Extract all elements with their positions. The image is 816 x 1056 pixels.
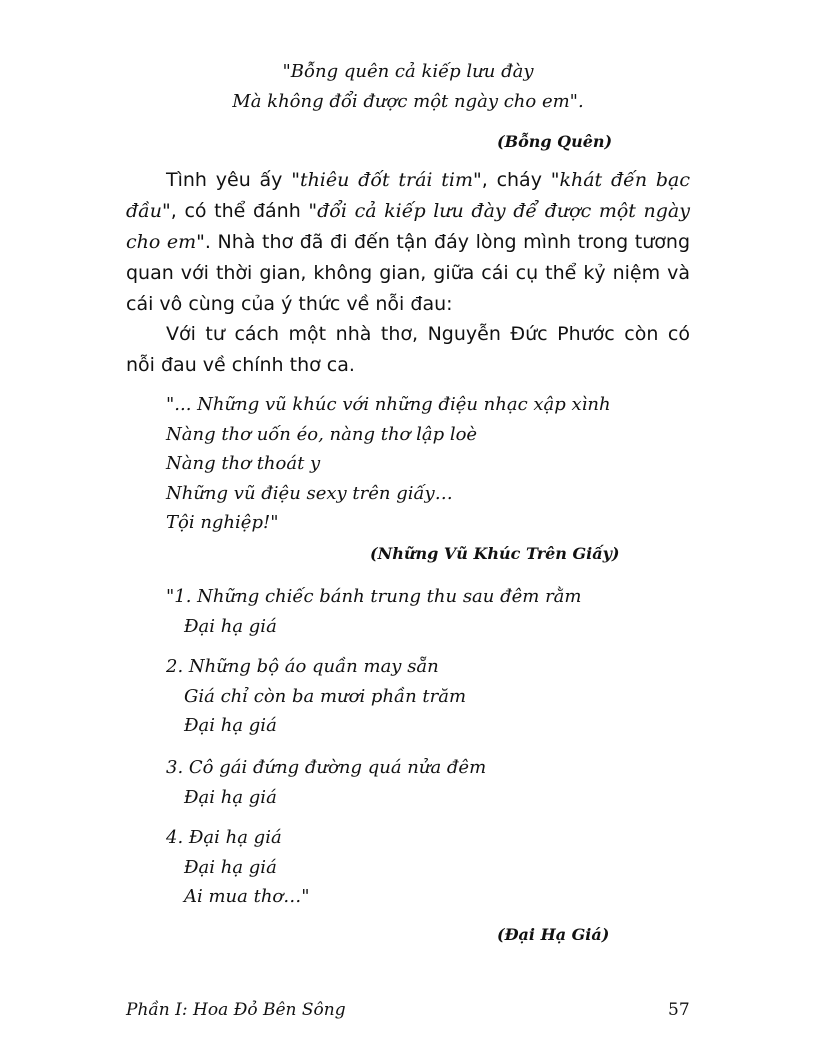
epigraph-line-2: Mà không đổi được một ngày cho em". xyxy=(232,91,584,112)
paragraph-1-text-4: ". Nhà thơ đã đi đến tận đáy lòng mình trong tương quan với thời gian, không gian, giữa cái cụ thể kỷ niệm và cái vô cùng của ý thức về nỗi đau: xyxy=(126,231,690,315)
poem-2-line: Đại hạ giá xyxy=(184,786,277,808)
poem-2-line: Đại hạ giá xyxy=(184,856,277,878)
poem-1-attribution: (Những Vũ Khúc Trên Giấy) xyxy=(370,544,620,563)
poem-2-line: Ai mua thơ…" xyxy=(184,886,310,907)
paragraph-1-quote-3: đổi cả kiếp lưu đày để được một ngày cho em xyxy=(126,200,690,253)
poem-2-line: "1. Những chiếc bánh trung thu sau đêm rằm xyxy=(166,586,582,607)
footer-section-title: Phần I: Hoa Đỏ Bên Sông xyxy=(126,1000,346,1020)
poem-2-line: Đại hạ giá xyxy=(184,715,277,736)
poem-nhung-vu-khuc xyxy=(166,390,611,538)
paragraph-1 xyxy=(126,165,690,320)
poem-2-line: 3. Cô gái đứng đường quá nửa đêm xyxy=(166,757,487,778)
poem-2-stanza-4 xyxy=(166,823,310,912)
poem-1-line: Những vũ điệu sexy trên giấy… xyxy=(166,482,453,504)
epigraph-line-1: "Bỗng quên cả kiếp lưu đày xyxy=(282,61,534,82)
paragraph-1-quote-2: khát đến bạc đầu xyxy=(126,169,690,222)
paragraph-1-text-3: ", có thể đánh " xyxy=(162,200,318,222)
epigraph-attribution: (Bỗng Quên) xyxy=(497,132,613,151)
paragraph-1-quote-1: thiêu đốt trái tim xyxy=(299,169,473,191)
page-number: 57 xyxy=(668,1000,690,1020)
poem-2-line: 4. Đại hạ giá xyxy=(166,827,282,848)
poem-2-attribution: (Đại Hạ Giá) xyxy=(497,925,610,944)
poem-1-line: Nàng thơ uốn éo, nàng thơ lập loè xyxy=(166,423,478,445)
poem-1-line: Nàng thơ thoát y xyxy=(166,453,321,474)
poem-2-stanza-1 xyxy=(166,582,581,641)
paragraph-1-text-1: Tình yêu ấy " xyxy=(166,169,300,191)
poem-2-stanza-2 xyxy=(166,652,466,741)
poem-2-line: Giá chỉ còn ba mươi phần trăm xyxy=(184,685,467,707)
paragraph-1-text-2: ", cháy " xyxy=(473,169,560,191)
paragraph-2: Với tư cách một nhà thơ, Nguyễn Đức Phước còn có nỗi đau về chính thơ ca. xyxy=(126,323,690,376)
poem-1-line: "... Những vũ khúc với những điệu nhạc xập xình xyxy=(166,394,611,415)
poem-2-line: 2. Những bộ áo quần may sẵn xyxy=(166,656,439,677)
poem-2-stanza-3 xyxy=(166,753,486,812)
poem-2-line: Đại hạ giá xyxy=(184,615,277,637)
poem-1-line: Tội nghiệp!" xyxy=(166,512,279,533)
